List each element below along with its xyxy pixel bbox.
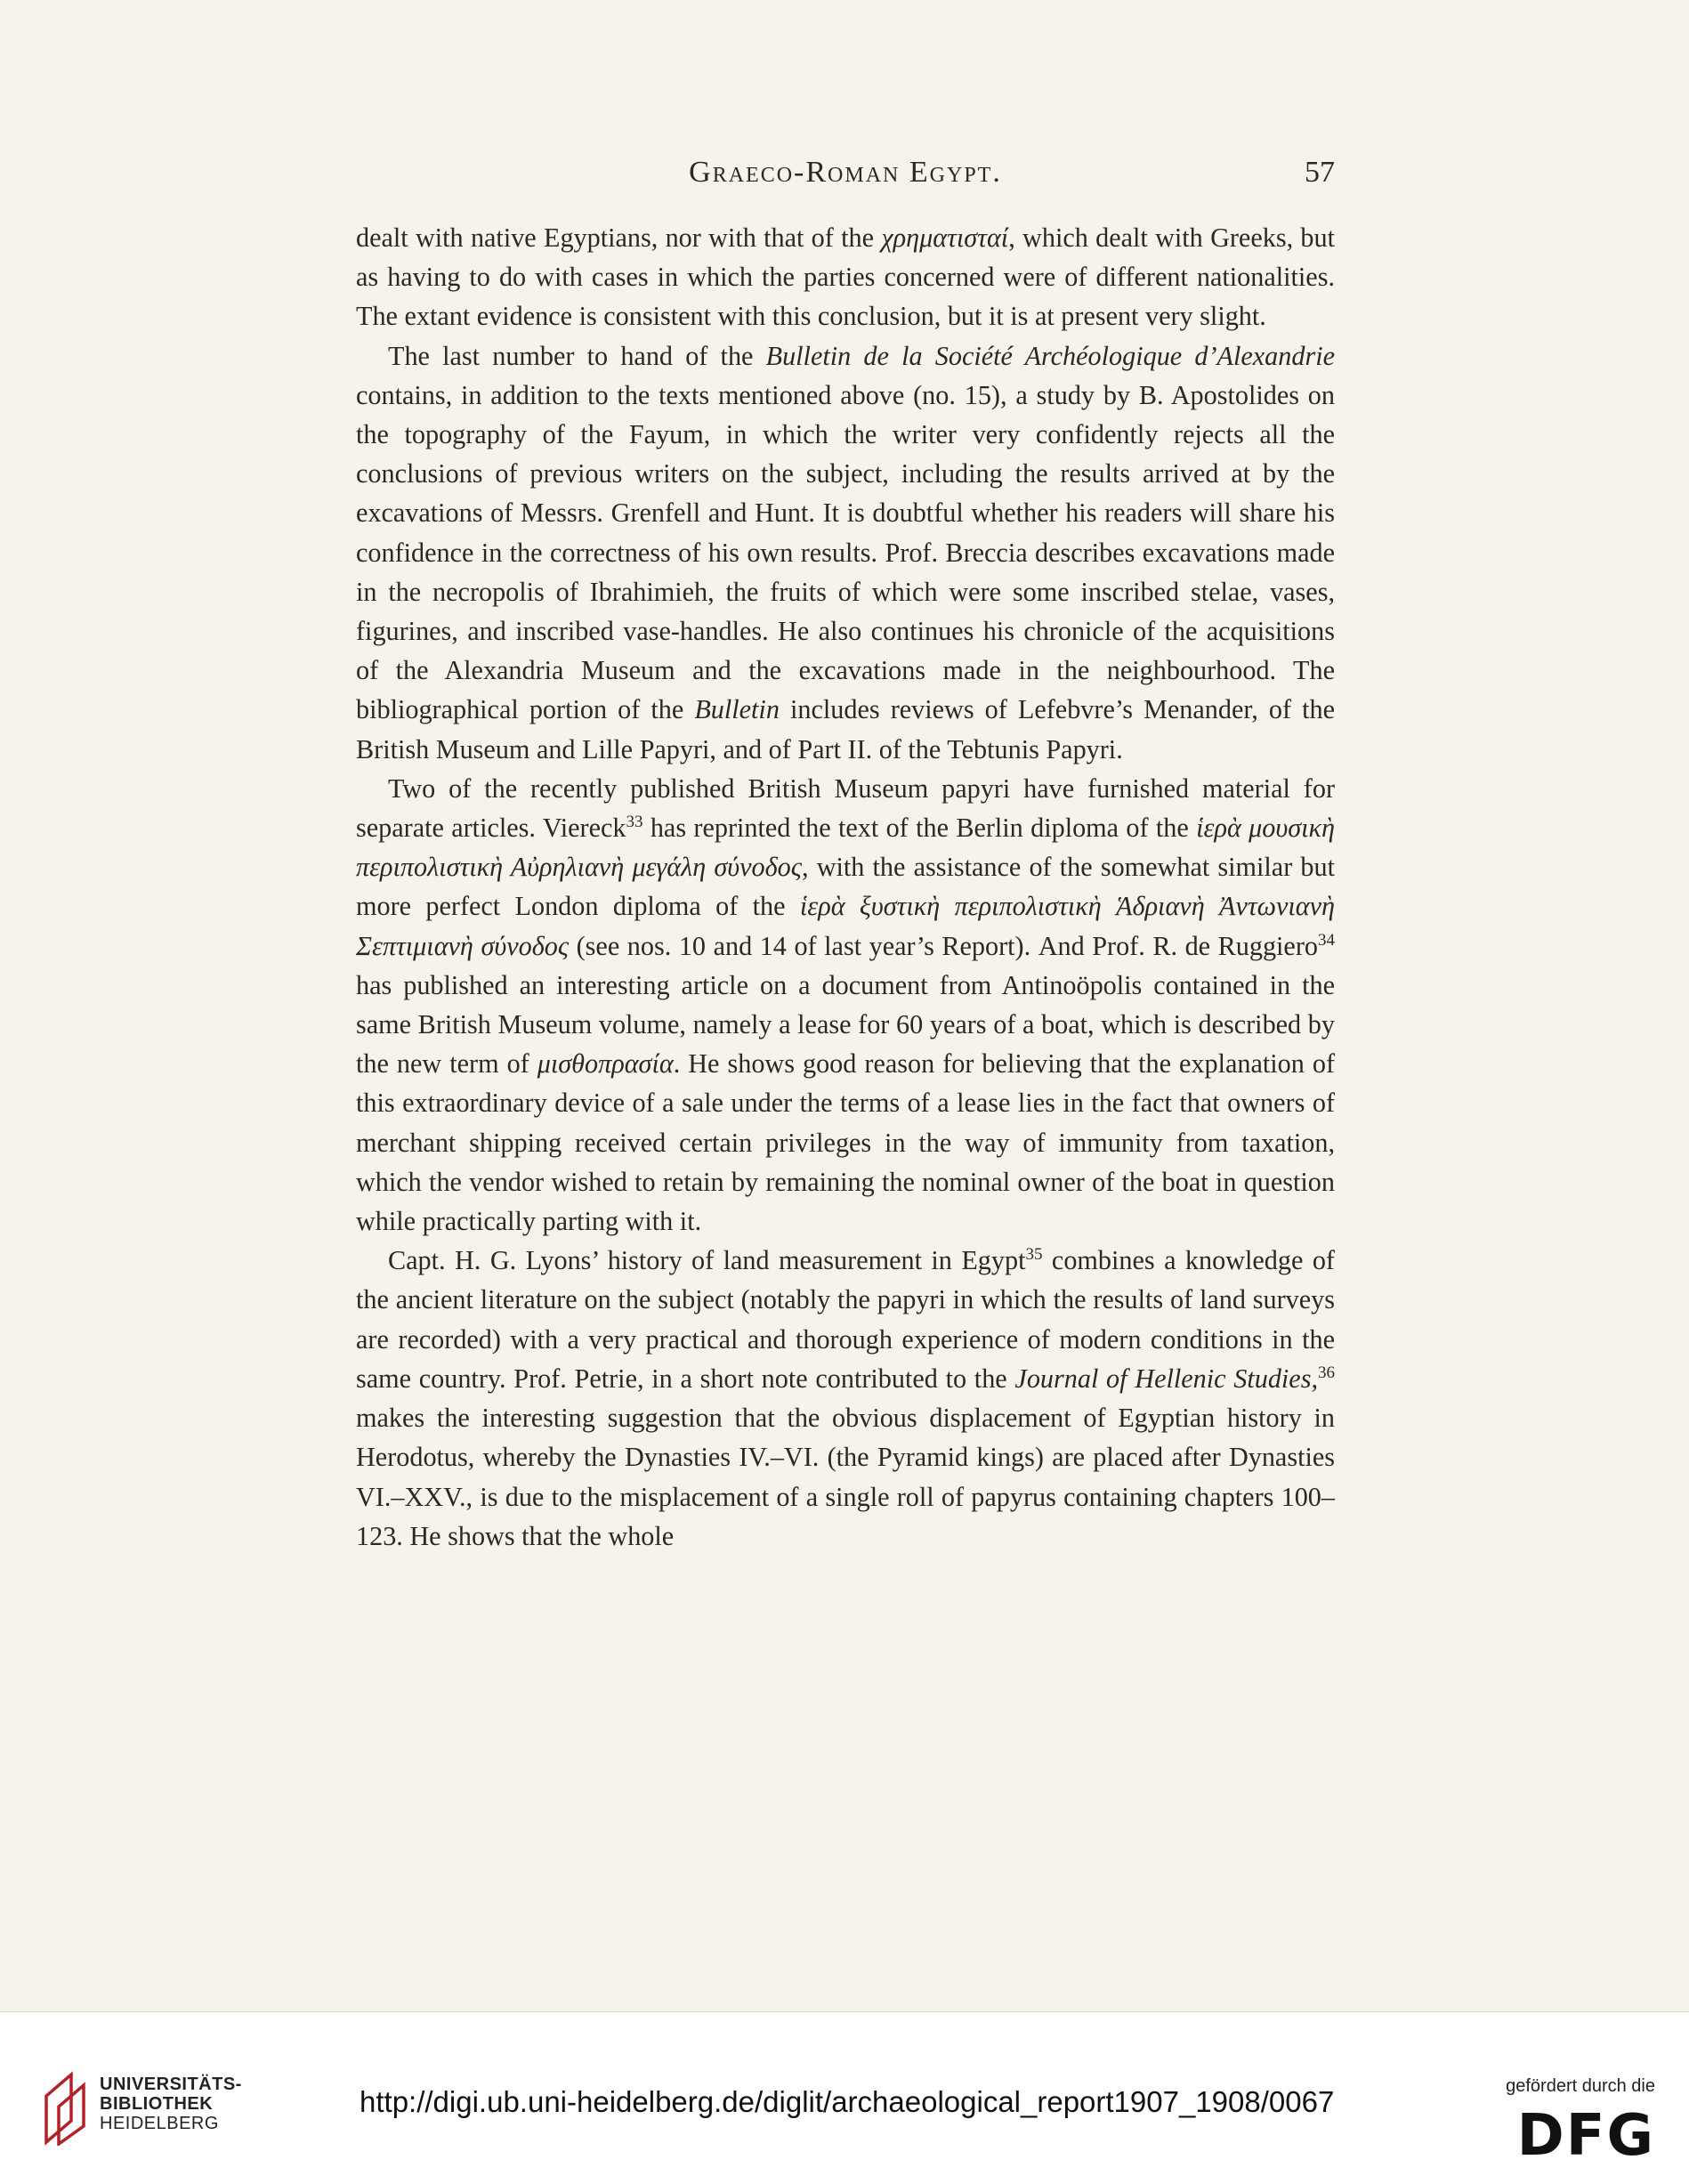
footnote-ref: 34 — [1317, 930, 1335, 950]
text-run: Two of the recently published British Museum papyri have furnished material for separate articles. Viereck — [356, 772, 1335, 844]
university-logo-icon — [39, 2071, 93, 2146]
greek-term: μισθοπρασία — [537, 1048, 674, 1080]
greek-term: ἱερὰ ξυστικὴ περιπολιστικὴ Ἁδριανὴ Ἀντωνιανὴ Σεπτιμιανὴ σύνοδος — [356, 891, 1336, 961]
dfg-logo: DFG — [1516, 2103, 1655, 2169]
library-name-line: UNIVERSITÄTS- — [100, 2075, 242, 2094]
paragraph-1 — [356, 218, 1335, 336]
journal-title: Journal of Hellenic Studies, — [1014, 1363, 1319, 1394]
footnote-ref: 36 — [1318, 1363, 1336, 1382]
library-name-line: BIBLIOTHEK — [100, 2094, 214, 2114]
text-run: makes the interesting suggestion that the obvious displacement of Egyptian history in Herodotus, whereby the Dynasties IV.–VI. (the Pyramid kings) are placed after Dynasties VI.–XXV., is due to the misplacement of a single roll of papyrus containing chapters 100–123. He shows that the whole — [356, 1403, 1335, 1551]
text-run: , with the assistance of the somewhat similar but more perfect London diploma of the — [356, 852, 1335, 922]
permalink-url[interactable]: http://digi.ub.uni-heidelberg.de/diglit/archaeological_report1907_1908/0067 — [360, 2085, 1335, 2118]
library-name-line: HEIDELBERG — [100, 2114, 219, 2133]
footnote-ref: 35 — [1025, 1245, 1043, 1265]
running-title: Graeco-Roman Egypt. — [689, 156, 1002, 189]
page-number: 57 — [1305, 156, 1335, 189]
digitization-footer — [0, 2011, 1689, 2184]
greek-term: χρηματισταί — [881, 222, 1009, 253]
text-run: has reprinted the text of the Berlin diploma of the — [642, 813, 1197, 844]
paragraph-3 — [356, 769, 1335, 1241]
paragraph-2 — [356, 336, 1335, 769]
text-run: The last number to hand of the — [388, 340, 766, 371]
text-run: combines a knowledge of the ancient literature on the subject (notably the papyri in which the results of land surveys are recorded) with a very practical and thorough experience of modern conditions in the same country. Prof. Petrie, in a short note contributed to the — [356, 1245, 1335, 1394]
paragraph-4 — [356, 1241, 1335, 1556]
footnote-ref: 33 — [626, 812, 643, 831]
journal-title: Bulletin — [694, 694, 780, 725]
greek-term: ἱερὰ μουσικὴ περιπολιστικὴ Αὐρηλιανὴ μεγάλη σύνοδος — [356, 813, 1335, 883]
text-run: contains, in addition to the texts mentioned above (no. 15), a study by B. Apostolides on the topography of the Fayum, in which the writer very confidently rejects all the conclusions of previous writers on the subject, including the results arrived at by the excavations of Messrs. Grenfell and Hunt. It is doubtful whether his readers will share his confidence in the correctness of his own results. Prof. Breccia describes excavations made in the necropolis of Ibrahimieh, the fruits of which were some inscribed stelae, vases, figurines, and inscribed vase-handles. He also continues his chronicle of the acquisitions of the Alexandria Museum and the excavations made in the neighbourhood. The bibliographical portion of the — [356, 379, 1335, 725]
library-name — [100, 2075, 269, 2133]
text-run: , which dealt with Greeks, but as having to do with cases in which the parties concerned were of different nationalities. The extant evidence is consistent with this conclusion, but it is at present very slight. — [356, 222, 1335, 332]
text-run: has published an interesting article on a document from Antinoöpolis contained in the same British Museum volume, namely a lease for 60 years of a boat, which is described by the new term of — [356, 969, 1335, 1080]
running-head — [356, 156, 1335, 200]
text-run: includes reviews of Lefebvre’s Menander, of the British Museum and Lille Papyri, and of Part II. of the Tebtunis Papyri. — [356, 694, 1335, 764]
text-run: Capt. H. G. Lyons’ history of land measurement in Egypt — [388, 1245, 1026, 1276]
text-run: . He shows good reason for believing that the explanation of this extraordinary device of a sale under the terms of a lease lies in the fact that owners of merchant shipping received certain privileges in the way of immunity from taxation, which the vendor wished to retain by remaining the nominal owner of the boat in question while practically parting with it. — [356, 1048, 1335, 1237]
funded-by-label: gefördert durch die — [1506, 2076, 1655, 2096]
text-run: dealt with native Egyptians, nor with that of the — [356, 222, 882, 253]
text-run: (see nos. 10 and 14 of last year’s Report). And Prof. R. de Ruggiero — [569, 930, 1318, 961]
body-text — [356, 218, 1335, 1556]
journal-title: Bulletin de la Société Archéologique d’Alexandrie — [765, 340, 1335, 371]
